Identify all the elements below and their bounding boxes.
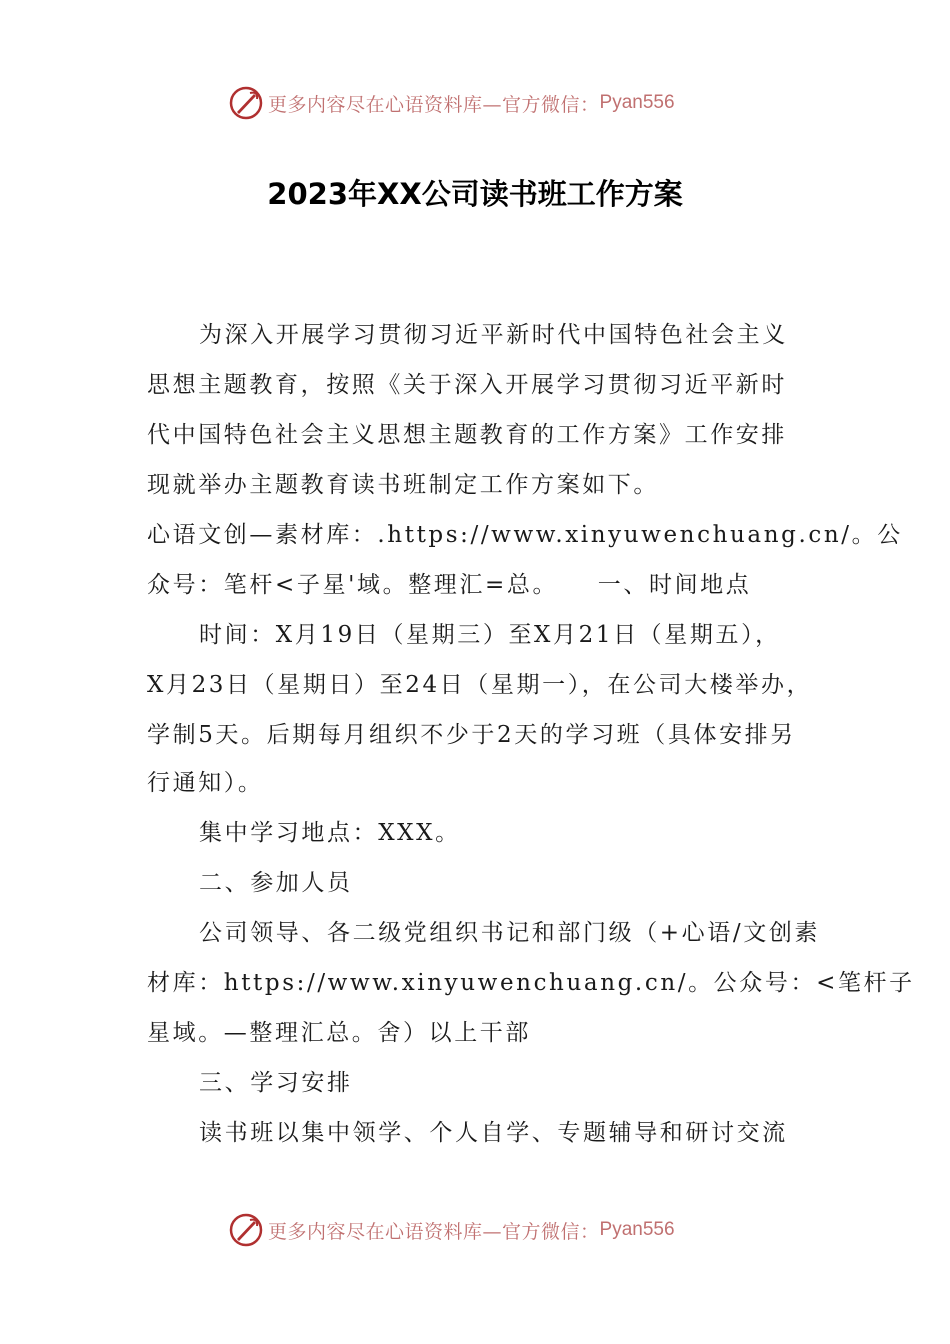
body-line: 公司领导、各二级党组织书记和部门级（+心语/文创素 [199,920,821,946]
watermark-wechat-id: Pyan556 [599,1219,675,1240]
watermark-text: 更多内容尽在心语资料库—官方微信： [268,1220,600,1243]
body-line: 行通知）。 [147,770,264,796]
section-heading: 二、参加人员 [199,870,353,896]
body-line: 众号：笔杆<子星'域。整理汇=总。 一、时间地点 [147,572,752,598]
body-line: 思想主题教育，按照《关于深入开展学习贯彻习近平新时 [147,372,787,398]
body-line: 心语文创—素材库：.https://www.xinyuwenchuang.cn/。公 [147,522,903,548]
footer-watermark [228,1210,728,1250]
watermark-text: 更多内容尽在心语资料库—官方微信： [268,93,600,116]
watermark-wechat-id: Pyan556 [599,92,675,113]
body-line: 学制5天。后期每月组织不少于2天的学习班（具体安排另 [147,722,796,748]
body-line: 为深入开展学习贯彻习近平新时代中国特色社会主义 [199,322,788,348]
quill-pen-logo-icon [228,85,264,121]
body-line: 代中国特色社会主义思想主题教育的工作方案》工作安排 [147,422,787,448]
body-line: 时间：X月19日（星期三）至X月21日（星期五）， [199,622,781,648]
body-line: X月23日（星期日）至24日（星期一），在公司大楼举办， [147,672,813,698]
body-line: 现就举办主题教育读书班制定工作方案如下。 [147,472,659,498]
header-watermark [228,83,728,123]
document-title: 2023年XX公司读书班工作方案 [267,177,683,211]
section-heading: 三、学习安排 [199,1070,353,1096]
quill-pen-logo-icon [228,1212,264,1248]
body-line: 集中学习地点：XXX。 [199,820,461,846]
body-line: 星域。—整理汇总。舍）以上干部 [147,1020,531,1046]
body-line: 读书班以集中领学、个人自学、专题辅导和研讨交流 [199,1120,788,1146]
body-line: 材库：https://www.xinyuwenchuang.cn/。公众号：<笔杆子 [147,970,915,996]
